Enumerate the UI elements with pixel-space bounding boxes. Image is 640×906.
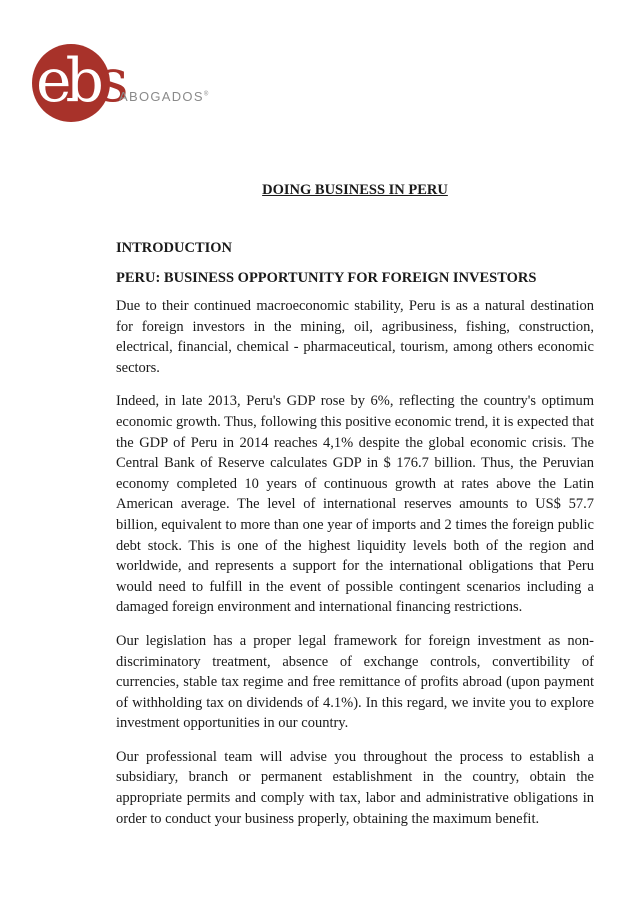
document-title: DOING BUSINESS IN PERU xyxy=(262,182,448,198)
paragraph-1: Due to their continued macroeconomic stability, Peru is as a natural destination for foreign investors in the mining, oil, agribusiness, fishing, construction, electrical, financial, chemical - pharmaceutical, tourism, among others economic sectors. xyxy=(116,298,594,376)
section-heading: INTRODUCTION xyxy=(116,240,233,256)
subsection-heading: PERU: BUSINESS OPPORTUNITY FOR FOREIGN INVESTORS xyxy=(116,270,537,286)
paragraph-3: Our legislation has a proper legal framework for foreign investment as non-discriminatory treatment, absence of exchange controls, convertibility of currencies, stable tax regime and free remittance of profits abroad (upon payment of withholding tax on dividends of 4.1%). In this regard, we invite you to explore investment opportunities in our country. xyxy=(116,632,594,732)
document-body xyxy=(116,238,594,842)
registered-mark: ® xyxy=(203,91,209,98)
paragraph-2: Indeed, in late 2013, Peru's GDP rose by 6%, reflecting the country's optimum economic growth. Thus, following this positive economic trend, it is expected that the GDP of Peru in 2014 reaches 4,1% despite the global economic crisis. The Central Bank of Reserve calculates GDP in $ 176.7 billion. Thus, the Peruvian economy completed 10 years of continuous growth at rates above the Latin American average. The level of international reserves amounts to US$ 57.7 billion, equivalent to more than one year of imports and 2 times the foreign public debt stock. This is one of the highest liquidity levels both of the region and worldwide, and represents a support for the international obligations that Peru would need to fulfill in the event of possible contingent scenarios including a damaged foreign environment and international financing restrictions. xyxy=(116,393,594,616)
logo-letters xyxy=(36,46,146,116)
company-logo xyxy=(30,44,220,124)
logo-wordmark-text: ABOGADOS xyxy=(119,89,204,104)
logo-letter-outer: s xyxy=(97,46,123,116)
logo-letter-inner: eb xyxy=(36,46,98,116)
paragraph-4: Our professional team will advise you throughout the process to establish a subsidiary, branch or permanent establishment in the country, obtain the appropriate permits and comply with tax, labor and administrative obligations in order to conduct your business properly, obtaining the maximum benefit. xyxy=(116,748,594,827)
logo-wordmark xyxy=(119,89,208,104)
